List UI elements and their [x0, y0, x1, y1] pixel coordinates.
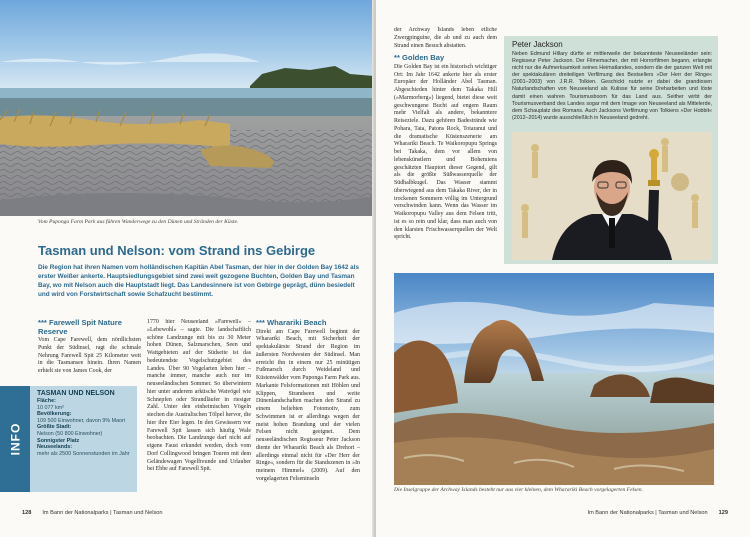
- archway-caption: Die Inselgruppe der Archway Islands besteht nur aus vier kleinen, dem Wharariki Beach vorgelagerten Felsen.: [394, 487, 643, 493]
- footer-right: [588, 510, 728, 516]
- info-sunny-sublabel: Neuseelands:: [37, 444, 73, 451]
- info-tab-label: INFO: [8, 422, 23, 456]
- archway-intro-text: der Archway Islands leben etliche Zwergpinguine, die ab und zu auch dem Strand einen Besuch abstatten.: [394, 27, 497, 49]
- sidebar-text: Neben Edmund Hillary dürfte er mittlerweile der bekannteste Neuseeländer sein: Regisseur Peter Jackson. Der Filmemacher, der mit Horrorfilmen begann, erlangte nicht nur die Aufmerksamkeit seines Heimatlandes, sondern die der ganzen Welt mit der spektakulären dreiteiligen Verfilmung des Bestsellers »Der Herr der Ringe« (2001–2003) von J.R.R. Tolkien. Geschickt nutzte er dabei die grandiosen Naturlandschaften von Neuseeland als Kulisse für seine Dreharbeiten und löste damit einen wahren Tourismusboom für das Land aus. Seither wirbt der Tourismusverband des Landes sogar mit dem Image von Neuseeland als Mittelerde, dem Schauplatz des Romans. Auch Jacksons Verfilmung von Tolkiens »Der Hobbit« (2012–2014) wurde ausschließlich in Neuseeland gedreht.: [512, 51, 712, 121]
- archway-islands-photo: [394, 273, 714, 485]
- info-content: [37, 390, 134, 457]
- info-sunny-label: Sonnigster Platz: [37, 437, 80, 444]
- info-box: [0, 386, 137, 492]
- info-tab: [0, 386, 30, 492]
- running-footer-left: Im Bann der Nationalparks | Tasman und Nelson: [42, 510, 163, 516]
- golden-bay-text: Die Golden Bay ist ein historisch wichtiger Ort: Im Jahr 1642 ankerte hier als erster Europäer der Holländer Abel Tasman. Abgeschieden hinter dem Takaka Hill (»Marmorberg«) liegend, bietet diese weit geschwungene Bucht auf engem Raum mehr Vielfalt als andere, bekanntere Reiseziele. Dazu gehören Badestrände wie Pohara, Tata, Patons Rock, Totaranui und die dramatische Küstenszenerie am Wharariki Beach. Te Waikoropupu Springs bei Takaka, dem vor allem von lebenskünstlern und Bohemiens geschätzten Hauptort dieser Gegend, gilt als die größte Süßwasserquelle der Südhalbkugel. Das Wasser stammt überwiegend aus dem Takaka River, der in trockenen Sommern völlig im Untergrund verschwinden kann. Wenn das Wasser im Waikoropupu Valley aus dem Felsen tritt, ist es so rein und klar, dass man auch von den klarsten Frischwasserquellen der Welt spricht.: [394, 63, 497, 241]
- info-sunny-value: mehr als 2500 Sonnenstunden im Jahr: [37, 450, 130, 457]
- hero-caption: Vom Puponga Farm Park aus führen Wanderwege zu den Dünen und Stränden der Küste.: [38, 219, 239, 225]
- info-city-label: Größte Stadt:: [37, 424, 72, 431]
- column-farewell-continued: [147, 319, 251, 512]
- column-golden-bay: [394, 27, 497, 267]
- info-title: TASMAN UND NELSON: [37, 390, 115, 397]
- info-city-value: Nelson (50 800 Einwohner): [37, 430, 103, 437]
- wharariki-heading: *** Wharariki Beach: [256, 319, 327, 327]
- info-area-value: 10 077 km²: [37, 404, 64, 411]
- peter-jackson-sidebar: [504, 36, 718, 264]
- page-number-right: 129: [718, 510, 728, 516]
- page-number-left: 128: [22, 510, 32, 516]
- hero-photo-puponga-beach: [0, 0, 374, 216]
- farewell-continued-text: 1770 hier Neuseeland »Farewell« – »Lebewohl« – sagte. Die landschaftlich schöne Landzunge mit bis zu 30 Meter hohen Dünen, Salzmarschen, Seen und Wattgebieten auf der Südseite ist das bedeutendste Vogelschutzgebiet des Landes. Über 90 Vogelarten leben hier – manche immer, manche auch nur im neuseeländischen Sommer. So überwintern hier unter anderem arktische Watvögel wie Schnepfen oder Strandläufer in riesiger Zahl. Unter den einheimischen Vögeln stechen die Australischen Tölpel hervor, die hier ihre Eier legen. In den Gewässern vor Farewell Spit lassen sich häufig Wale beobachten. Die Landzunge darf nicht auf eigene Faust erkundet werden, doch vom Dorf Collingwood bringen Touren mit dem Geländewagen Vogelfreunde und Urlauber bei Ebbe auf Farewell Spit.: [147, 319, 251, 473]
- left-page: [0, 0, 374, 537]
- golden-bay-heading: ** Golden Bay: [394, 53, 445, 63]
- info-population-label: Bevölkerung:: [37, 411, 72, 418]
- peter-jackson-photo: [512, 132, 712, 260]
- wharariki-text: Direkt am Cape Farewell beginnt der Wharariki Beach, mit Sicherheit der spektakulärste Strand der Region im äußersten Nordwesten der Südinsel. Man erreicht ihn in einem nur 25 minütigen Fußmarsch durch Weideland und Küstenwälder vom Puponga Farm Park aus. Markante Felsformationen mit Höhlen und Klippen, Strandseen und weite Dünenlandschaften machen den Strand zu einem beliebten Fotomotiv, zum Schwimmen ist er allerdings wegen der meist hohen Brandung und der vielen Felsen nicht geeignet. Dem neuseeländischen Regisseur Peter Jackson diente der Wharariki Beach als Drehort – allerdings einmal nicht für »Der Herr der Ringe«, sondern für die Standszenen in »In meinem Himmel« (2009). Auf den vorgelagerten Felseninseln: [256, 328, 360, 482]
- farewell-heading: *** Farewell Spit Nature Reserve: [38, 319, 122, 336]
- right-page: [376, 0, 750, 537]
- info-area-label: Fläche:: [37, 398, 56, 404]
- sidebar-title: Peter Jackson: [512, 40, 563, 49]
- farewell-text: Vom Cape Farewell, dem nördlichsten Punkt der Südinsel, ragt die schmale Nehrung Farewell Spit 25 Kilometer weit in die Tasmansee hinein. Ihren Namen erhielt sie von James Cook, der: [38, 337, 141, 375]
- lead-paragraph: Die Region hat ihren Namen vom holländischen Kapitän Abel Tasman, der hier in der Golden Bay 1642 als erster Weißer ankerte. Hauptsiedlungsgebiet sind zwei weit gezogene Buchten, Golden Bay und Tasman Bay, wo mit Nelson auch die Hauptstadt liegt. Das Landesinnere ist von Gebirge geprägt, dünn besiedelt und wird von Forstwirtschaft sowie Schafzucht bestimmt.: [38, 264, 360, 298]
- section-title: Tasman und Nelson: vom Strand ins Gebirge: [38, 243, 316, 258]
- column-wharariki: [256, 319, 360, 512]
- column-farewell-spit: [38, 319, 141, 385]
- running-footer-right: Im Bann der Nationalparks | Tasman und Nelson: [587, 510, 708, 516]
- footer-left: [22, 510, 162, 516]
- info-population-value: 109 500 Einwohner, davon 9% Maori: [37, 417, 126, 424]
